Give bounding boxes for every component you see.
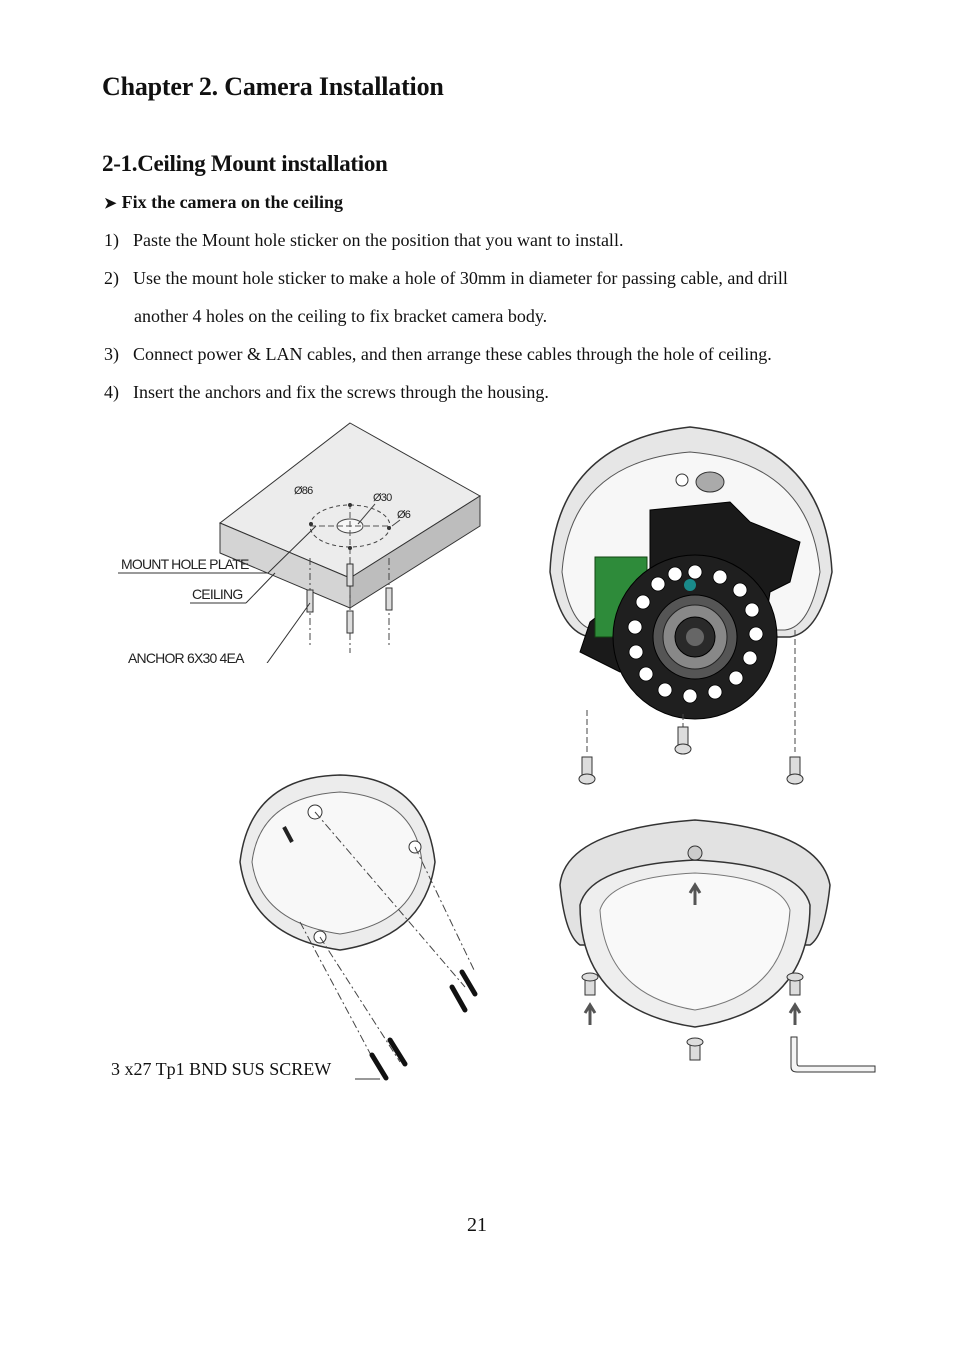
camera-module-diagram (540, 422, 840, 792)
step-2 (104, 268, 788, 289)
dome-cover-diagram (555, 815, 880, 1075)
dimension-30: Ø30 (373, 492, 392, 504)
housing-screws-diagram (230, 772, 490, 1092)
label-anchor: ANCHOR 6X30 4EA (128, 650, 244, 663)
section-title: 2-1.Ceiling Mount installation (102, 151, 388, 176)
step-number: 1) (104, 230, 119, 250)
step-number: 3) (104, 344, 119, 364)
screw-icon (372, 972, 475, 1078)
step-number: 2) (104, 268, 119, 288)
step-text: Insert the anchors and fix the screws through the housing. (133, 382, 549, 402)
step-text: Use the mount hole sticker to make a hole of 30mm in diameter for passing cable, and drill (133, 268, 788, 288)
dimension-6: Ø6 (397, 509, 411, 521)
subsection-heading (104, 192, 343, 213)
label-mount-hole-plate: MOUNT HOLE PLATE (121, 556, 249, 572)
page-number: 21 (467, 1214, 487, 1236)
dimension-86: Ø86 (294, 485, 313, 497)
step-number: 4) (104, 382, 119, 402)
step-1 (104, 230, 623, 251)
subsection-label: Fix the camera on the ceiling (121, 192, 344, 212)
step-text: Connect power & LAN cables, and then arrange these cables through the hole of ceiling. (133, 344, 772, 364)
step-2-continuation: another 4 holes on the ceiling to fix bracket camera body. (134, 306, 548, 326)
chapter-title: Chapter 2. Camera Installation (102, 72, 444, 101)
step-3 (104, 344, 772, 365)
ceiling-mount-diagram (110, 418, 500, 663)
arrow-bullet-icon: ➤ (104, 196, 117, 212)
hex-key-icon (791, 1037, 875, 1072)
step-text: Paste the Mount hole sticker on the position that you want to install. (133, 230, 624, 250)
arrow-up-icon (790, 1005, 800, 1025)
screw-icon (579, 727, 803, 784)
label-ceiling: CEILING (192, 586, 243, 602)
screw-label: 3 x27 Tp1 BND SUS SCREW (111, 1059, 332, 1079)
step-4 (104, 382, 549, 403)
arrow-up-icon (585, 1005, 595, 1025)
